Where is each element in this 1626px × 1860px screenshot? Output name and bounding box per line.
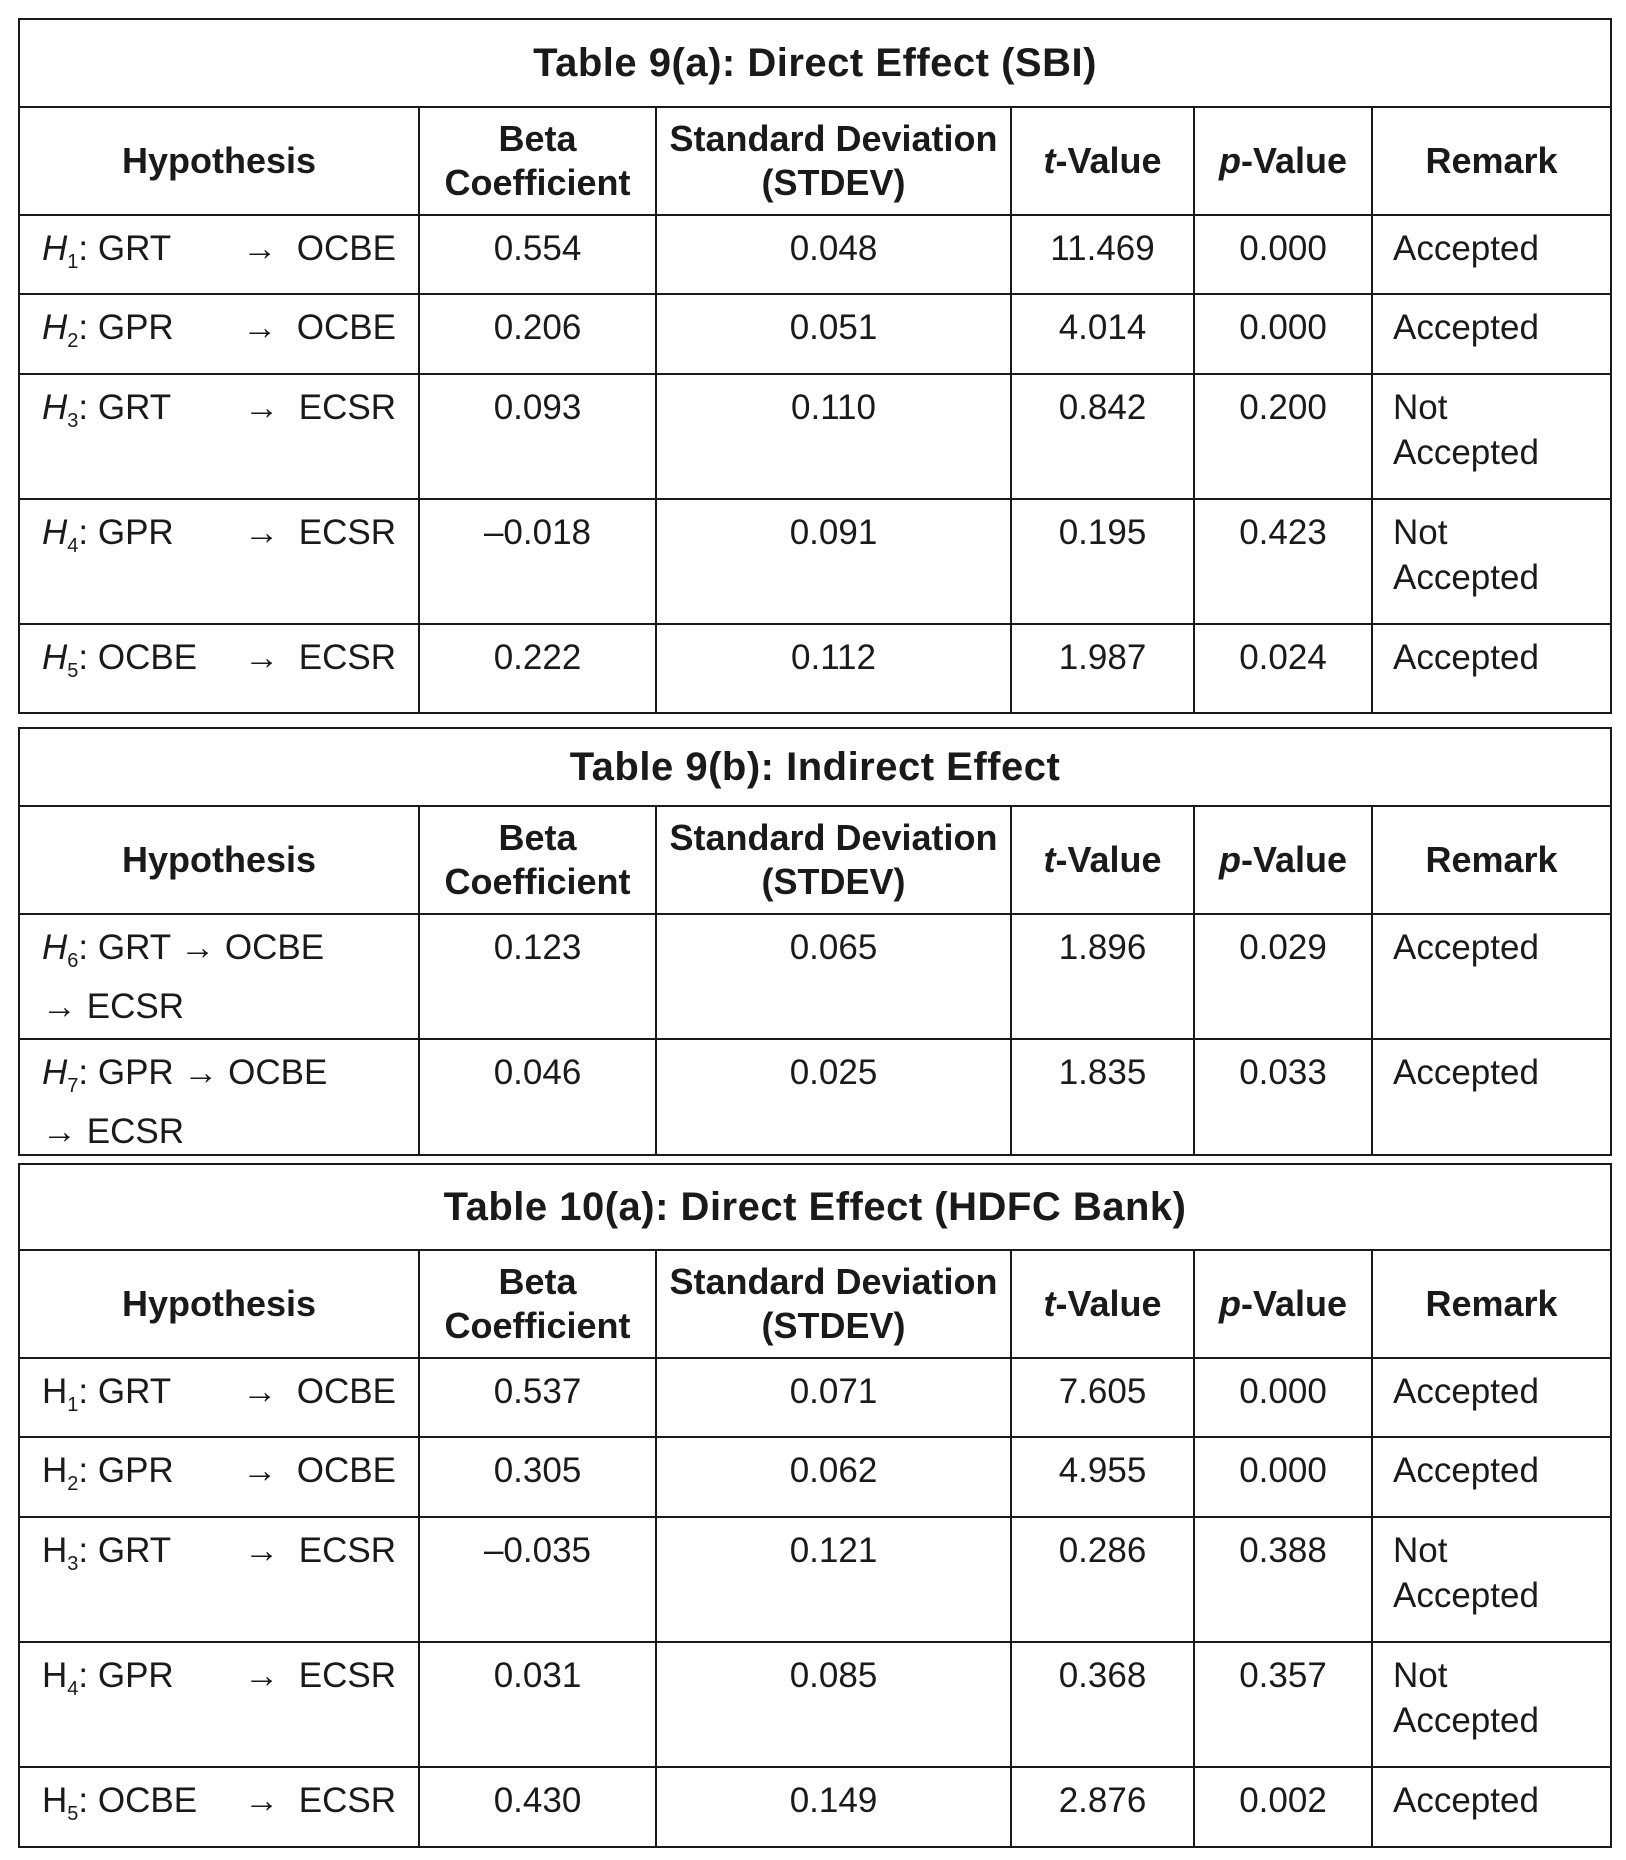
table-row — [19, 624, 1611, 713]
table-row — [19, 294, 1611, 374]
table-row — [19, 215, 1611, 294]
table-row — [19, 1517, 1611, 1642]
t-value-cell: 0.286 — [1011, 1517, 1194, 1642]
table-9b — [18, 727, 1612, 1156]
beta-cell: 0.123 — [419, 914, 656, 1039]
stdev-cell: 0.121 — [656, 1517, 1011, 1642]
table-row — [19, 1437, 1611, 1517]
remark-cell: Accepted — [1372, 914, 1611, 1039]
hypothesis-cell: $H_2$: GPR → OCBE — [19, 294, 419, 374]
col-t-value: t-Value — [1011, 1250, 1194, 1358]
p-value-cell: 0.000 — [1194, 1358, 1372, 1437]
table-row — [19, 1358, 1611, 1437]
hypothesis-cell: $H_3$: GRT → ECSR — [19, 374, 419, 499]
p-value-cell: 0.200 — [1194, 374, 1372, 499]
col-p-value: p-Value — [1194, 806, 1372, 914]
beta-cell: –0.018 — [419, 499, 656, 624]
table-row — [19, 914, 1611, 1039]
t-value-cell: 4.955 — [1011, 1437, 1194, 1517]
col-hypothesis: Hypothesis — [19, 806, 419, 914]
remark-cell: Accepted — [1372, 1039, 1611, 1155]
col-t-value: t-Value — [1011, 806, 1194, 914]
p-value-cell: 0.029 — [1194, 914, 1372, 1039]
t-value-cell: 4.014 — [1011, 294, 1194, 374]
hypothesis-cell: $H_4$: GPR → ECSR — [19, 1642, 419, 1767]
p-value-cell: 0.357 — [1194, 1642, 1372, 1767]
header-row — [19, 107, 1611, 215]
hypothesis-cell: $H_1$: GRT → OCBE — [19, 1358, 419, 1437]
p-value-cell: 0.024 — [1194, 624, 1372, 713]
table-row — [19, 374, 1611, 499]
remark-cell: Accepted — [1372, 1358, 1611, 1437]
remark-cell: Accepted — [1372, 215, 1611, 294]
beta-cell: 0.046 — [419, 1039, 656, 1155]
stdev-cell: 0.048 — [656, 215, 1011, 294]
t-value-cell: 0.842 — [1011, 374, 1194, 499]
beta-cell: 0.305 — [419, 1437, 656, 1517]
stdev-cell: 0.149 — [656, 1767, 1011, 1847]
header-row — [19, 806, 1611, 914]
remark-cell: Not Accepted — [1372, 1642, 1611, 1767]
col-stdev: Standard Deviation (STDEV) — [656, 107, 1011, 215]
table-row — [19, 1767, 1611, 1847]
col-beta: Beta Coefficient — [419, 806, 656, 914]
stdev-cell: 0.071 — [656, 1358, 1011, 1437]
t-value-cell: 11.469 — [1011, 215, 1194, 294]
hypothesis-cell: $H_5$: OCBE → ECSR — [19, 1767, 419, 1847]
col-beta: Beta Coefficient — [419, 1250, 656, 1358]
stdev-cell: 0.062 — [656, 1437, 1011, 1517]
col-p-value: p-Value — [1194, 107, 1372, 215]
table-row — [19, 1039, 1611, 1155]
table-row — [19, 499, 1611, 624]
col-stdev: Standard Deviation (STDEV) — [656, 1250, 1011, 1358]
col-stdev: Standard Deviation (STDEV) — [656, 806, 1011, 914]
stdev-cell: 0.110 — [656, 374, 1011, 499]
beta-cell: 0.537 — [419, 1358, 656, 1437]
table-10a — [18, 1163, 1612, 1848]
p-value-cell: 0.000 — [1194, 294, 1372, 374]
p-value-cell: 0.000 — [1194, 1437, 1372, 1517]
stdev-cell: 0.025 — [656, 1039, 1011, 1155]
t-value-cell: 7.605 — [1011, 1358, 1194, 1437]
table-title: Table 9(a): Direct Effect (SBI) — [19, 19, 1611, 107]
t-value-cell: 1.835 — [1011, 1039, 1194, 1155]
t-value-cell: 1.896 — [1011, 914, 1194, 1039]
t-value-cell: 0.195 — [1011, 499, 1194, 624]
hypothesis-cell: $H_4$: GPR → ECSR — [19, 499, 419, 624]
col-beta: Beta Coefficient — [419, 107, 656, 215]
hypothesis-cell: $H_5$: OCBE → ECSR — [19, 624, 419, 713]
col-t-value: t-Value — [1011, 107, 1194, 215]
stdev-cell: 0.051 — [656, 294, 1011, 374]
table-title: Table 9(b): Indirect Effect — [19, 728, 1611, 806]
beta-cell: 0.093 — [419, 374, 656, 499]
remark-cell: Not Accepted — [1372, 1517, 1611, 1642]
hypothesis-cell: $H_2$: GPR → OCBE — [19, 1437, 419, 1517]
remark-cell: Accepted — [1372, 624, 1611, 713]
t-value-cell: 2.876 — [1011, 1767, 1194, 1847]
p-value-cell: 0.423 — [1194, 499, 1372, 624]
hypothesis-cell: $H_1$: GRT → OCBE — [19, 215, 419, 294]
hypothesis-cell: $H_7$: GPR → OCBE → ECSR — [19, 1039, 419, 1155]
col-remark: Remark — [1372, 107, 1611, 215]
stdev-cell: 0.112 — [656, 624, 1011, 713]
col-remark: Remark — [1372, 806, 1611, 914]
beta-cell: 0.206 — [419, 294, 656, 374]
p-value-cell: 0.388 — [1194, 1517, 1372, 1642]
beta-cell: 0.031 — [419, 1642, 656, 1767]
table-9a — [18, 18, 1612, 714]
beta-cell: 0.430 — [419, 1767, 656, 1847]
table-title: Table 10(a): Direct Effect (HDFC Bank) — [19, 1164, 1611, 1250]
remark-cell: Accepted — [1372, 1767, 1611, 1847]
p-value-cell: 0.000 — [1194, 215, 1372, 294]
remark-cell: Not Accepted — [1372, 374, 1611, 499]
stdev-cell: 0.091 — [656, 499, 1011, 624]
remark-cell: Accepted — [1372, 294, 1611, 374]
hypothesis-cell: $H_3$: GRT → ECSR — [19, 1517, 419, 1642]
col-hypothesis: Hypothesis — [19, 107, 419, 215]
col-p-value: p-Value — [1194, 1250, 1372, 1358]
table-row — [19, 1642, 1611, 1767]
beta-cell: 0.222 — [419, 624, 656, 713]
remark-cell: Accepted — [1372, 1437, 1611, 1517]
stdev-cell: 0.085 — [656, 1642, 1011, 1767]
col-remark: Remark — [1372, 1250, 1611, 1358]
p-value-cell: 0.002 — [1194, 1767, 1372, 1847]
p-value-cell: 0.033 — [1194, 1039, 1372, 1155]
beta-cell: –0.035 — [419, 1517, 656, 1642]
remark-cell: Not Accepted — [1372, 499, 1611, 624]
beta-cell: 0.554 — [419, 215, 656, 294]
stdev-cell: 0.065 — [656, 914, 1011, 1039]
t-value-cell: 0.368 — [1011, 1642, 1194, 1767]
header-row — [19, 1250, 1611, 1358]
t-value-cell: 1.987 — [1011, 624, 1194, 713]
hypothesis-cell: $H_6$: GRT → OCBE → ECSR — [19, 914, 419, 1039]
col-hypothesis: Hypothesis — [19, 1250, 419, 1358]
